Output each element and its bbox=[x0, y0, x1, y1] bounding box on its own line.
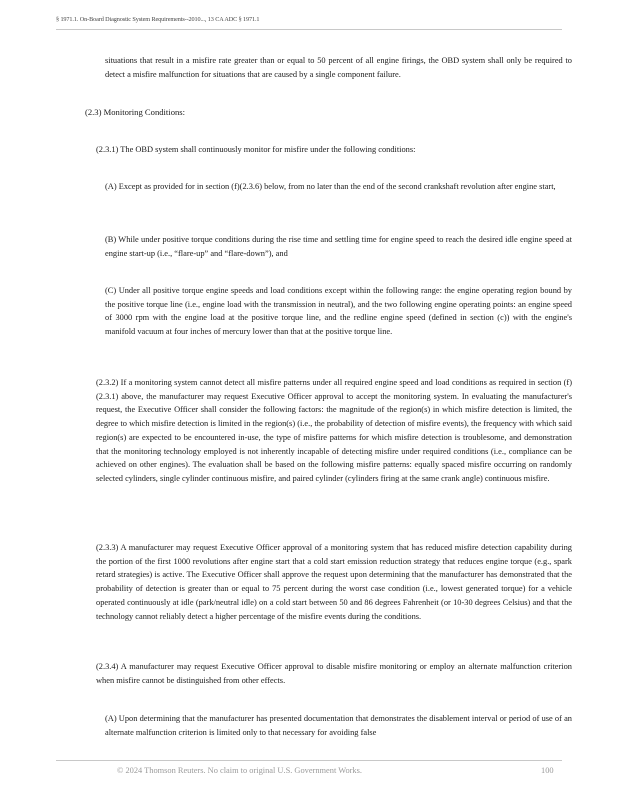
running-header: § 1971.1. On-Board Diagnostic System Requirements--2010..., 13 CA ADC § 1971.1 bbox=[56, 16, 260, 23]
list-item-a: (A) Except as provided for in section (f)(2.3.6) below, from no later than the end of the second crankshaft revolution after engine start, bbox=[105, 182, 556, 191]
section-heading-monitoring-conditions: (2.3) Monitoring Conditions: bbox=[85, 107, 186, 117]
list-item-c: (C) Under all positive torque engine speeds and load conditions except within the following range: the engine operating region bound by the positive torque line (i.e., engine load with the transmission in neutral), and the two following engine operating points: an engine speed of 3000 rpm with the engine load at the positive torque line, and the redline engine speed (defined in section (c)) with the engine's manifold vacuum at four inches of mercury lower than that at the positive torque line. bbox=[105, 286, 572, 337]
page-number: 100 bbox=[541, 766, 554, 775]
paragraph-2-3-2: (2.3.2) If a monitoring system cannot detect all misfire patterns under all required engine speed and load conditions as required in section (f)(2.3.1) above, the manufacturer may request Executive Officer approval to accept the monitoring system. In evaluating the manufacturer's request, the Executive Officer shall consider the following factors: the magnitude of the region(s) in which misfire detection is limited, the degree to which misfire detection is limited in the region(s) (i.e., the probability of detection of misfire events), the frequency with which said region(s) are expected to be encountered in-use, the type of misfire patterns for which misfire detection is troublesome, and demonstration that the monitoring technology employed is not inherently incapable of detecting misfire under required conditions (i.e., compliance can be achieved on other engines). The evaluation shall be based on the following misfire patterns: equally spaced misfire occurring on randomly selected cylinders, single cylinder continuous misfire, and paired cylinder (cylinders firing at the same crank angle) continuous misfire. bbox=[96, 378, 572, 483]
paragraph-2-3-4: (2.3.4) A manufacturer may request Executive Officer approval to disable misfire monitoring or employ an alternate malfunction criterion when misfire cannot be distinguished from other effects. bbox=[96, 662, 572, 685]
footer-copyright: © 2024 Thomson Reuters. No claim to original U.S. Government Works. bbox=[117, 766, 362, 775]
paragraph-2-3-1: (2.3.1) The OBD system shall continuously monitor for misfire under the following conditions: bbox=[96, 145, 416, 154]
footer-divider bbox=[56, 760, 562, 761]
continuation-paragraph: situations that result in a misfire rate greater than or equal to 50 percent of all engine firings, the OBD system shall only be required to detect a misfire malfunction for situations that are caused by a single component failure. bbox=[105, 56, 572, 79]
header-divider bbox=[56, 29, 562, 30]
list-item-2-3-4-a: (A) Upon determining that the manufacturer has presented documentation that demonstrates the disablement interval or period of use of an alternate malfunction criterion is limited only to that necessary for avoiding false bbox=[105, 714, 572, 737]
paragraph-2-3-3: (2.3.3) A manufacturer may request Executive Officer approval of a monitoring system that has reduced misfire detection capability during the portion of the first 1000 revolutions after engine start that a cold start emission reduction strategy that reduces engine torque (e.g., spark retard strategies) is active. The Executive Officer shall approve the request upon determining that the manufacturer has demonstrated that the probability of detection is greater than or equal to 75 percent during the worst case condition (i.e., lowest generated torque) for a vehicle operated continuously at idle (park/neutral idle) on a cold start between 50 and 86 degrees Fahrenheit (or 10-30 degrees Celsius) and that the technology cannot reliably detect a higher percentage of the misfire events during the conditions. bbox=[96, 543, 572, 621]
list-item-b: (B) While under positive torque conditions during the rise time and settling time for engine speed to reach the desired idle engine speed at engine start-up (i.e., “flare-up” and “flare-down”), and bbox=[105, 235, 572, 258]
